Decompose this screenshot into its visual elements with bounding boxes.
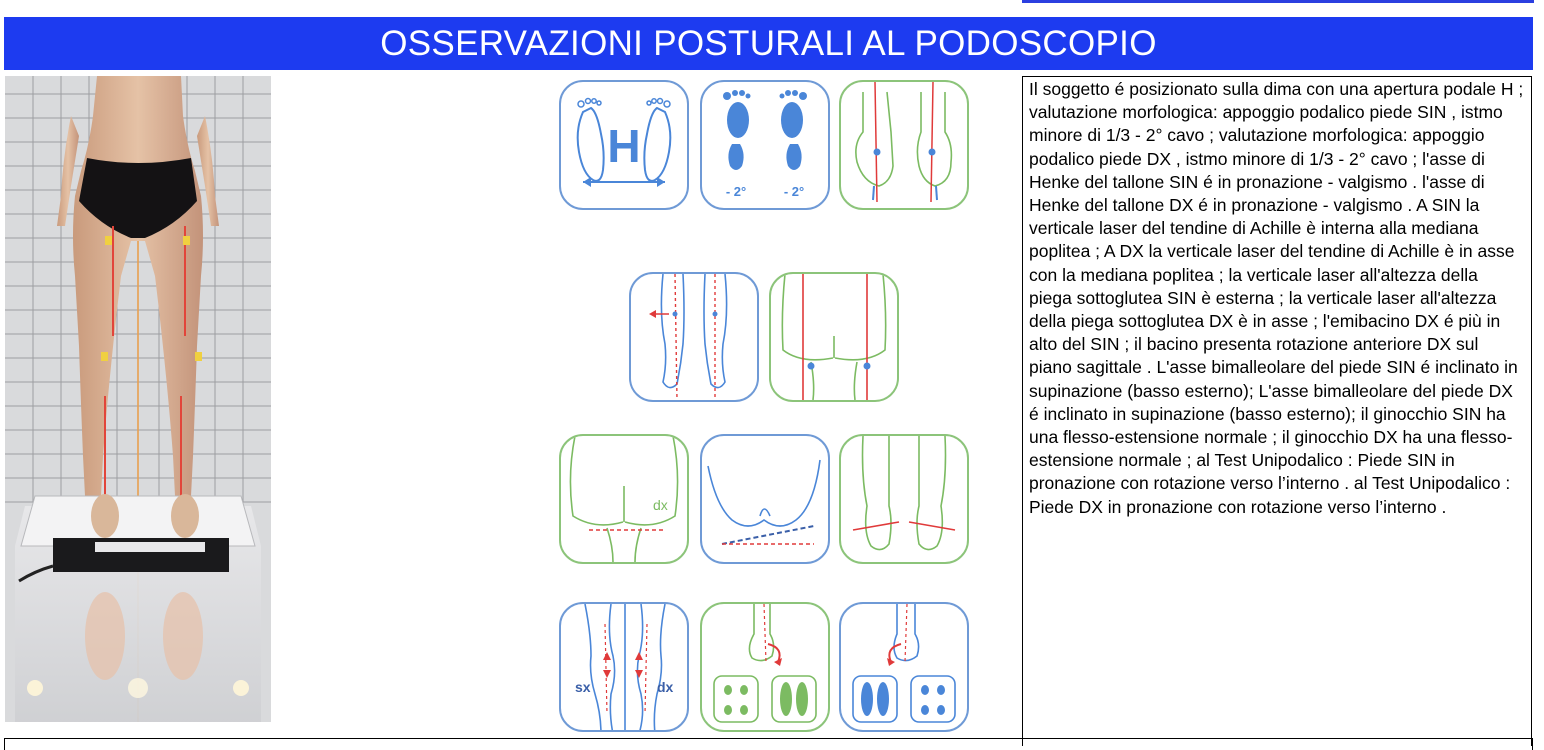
knee-sx-label: sx (575, 679, 591, 695)
observation-description (1022, 76, 1532, 746)
unipodal-test-left-icon (700, 602, 830, 732)
pelvis-rotation-icon (700, 434, 830, 564)
unipodal-test-right-icon (839, 602, 969, 732)
pelvis-height-icon (559, 434, 689, 564)
posture-photo (5, 76, 271, 722)
opening-letter: H (607, 120, 641, 172)
top-accent-line (1022, 0, 1534, 3)
notes-box (4, 738, 1533, 750)
footprint-icon (700, 80, 830, 210)
henke-axis-icon (839, 80, 969, 210)
bimalleolar-axis-icon (839, 434, 969, 564)
description-text: Il soggetto é posizionato sulla dima con una apertura podale H ; valutazione morfologica: appoggio podalico piede SIN , istmo minore di 1/3 - 2° cavo ; valutazione morfologica: appoggio podalico piede DX , istmo minore di 1/3 - 2° cavo ; l'asse di Henke del tallone SIN é in pronazione - valgismo . l'asse di Henke del tallone DX é in pronazione - valgismo . A SIN la verticale laser del tendine di Achille è interna alla mediana poplitea ; A DX la verticale laser del tendine di Achille è in asse con la mediana poplitea ; la verticale laser all'altezza della piega sottoglutea SIN è esterna ; la verticale laser all'altezza della piega sottoglutea DX è in asse ; l'emibacino DX é più in alto del SIN ; il bacino presenta rotazione anteriore DX sul piano sagittale . L'asse bimalleolare del piede SIN é inclinato in supinazione (basso esterno); L'asse bimalleolare del piede DX é inclinato in supinazione (basso esterno); il ginocchio SIN ha una flesso-estensione normale ; il ginocchio DX ha una flesso-estensione normale ; al Test Unipodalico : Piede SIN in pronazione con rotazione verso l’interno . al Test Unipodalico : Piede DX in pronazione con rotazione verso l’interno . (1029, 79, 1524, 517)
footprint-right-label: - 2° (783, 184, 805, 199)
achilles-tendon-icon (629, 272, 759, 402)
posture-photo-illustration (5, 76, 271, 722)
page-title: OSSERVAZIONI POSTURALI AL PODOSCOPIO (380, 23, 1157, 63)
page-header (4, 17, 1533, 70)
subgluteal-fold-icon (769, 272, 899, 402)
footprint-left-label: - 2° (725, 184, 747, 199)
knee-dx-label: dx (657, 679, 674, 695)
feet-opening-icon (559, 80, 689, 210)
knee-flexion-icon (559, 602, 689, 732)
gluteal-dx-label: dx (653, 497, 668, 513)
